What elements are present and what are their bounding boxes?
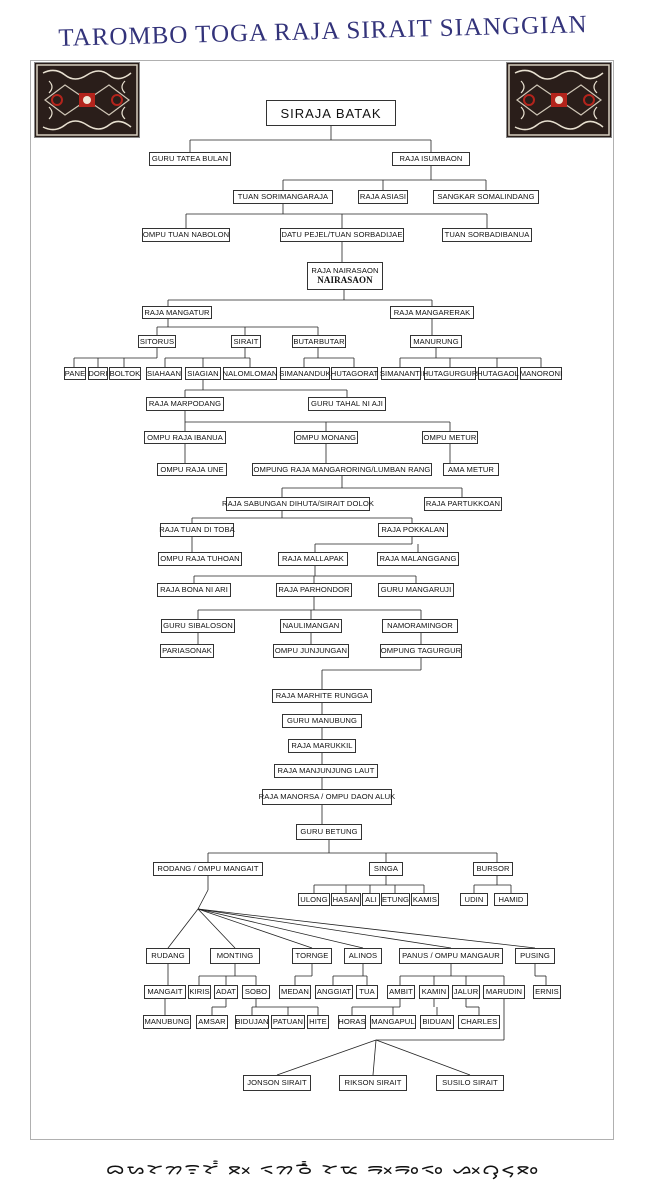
node-datu-pejel: DATU PEJEL/TUAN SORBADIJAE <box>280 228 404 242</box>
node-ompu-raja-tuhoan: OMPU RAJA TUHOAN <box>158 552 242 566</box>
node-pusing: PUSING <box>515 948 555 964</box>
node-manubung: MANUBUNG <box>143 1015 191 1029</box>
node-ama-metur: AMA METUR <box>443 463 499 476</box>
node-raja-marhite-rungga: RAJA MARHITE RUNGGA <box>272 689 372 703</box>
batak-script-footer: ᯅᯗᯘᯂᯤᯘᯱ ᯖᯬ ᯑᯂᯉ᯦ ᯘᯔ ᯒᯬᯒᯪᯑᯪ ᯀᯬᯋᯮᯝᯮᯖᯪ <box>105 1159 541 1179</box>
node-raja-parhondor: RAJA PARHONDOR <box>276 583 352 597</box>
node-jonson-sirait: JONSON SIRAIT <box>243 1075 311 1091</box>
node-kiris: KIRIS <box>188 985 211 999</box>
node-butarbutar: BUTARBUTAR <box>292 335 346 348</box>
node-sirait: SIRAIT <box>231 335 261 348</box>
node-raja-marpodang: RAJA MARPODANG <box>146 397 224 411</box>
node-raja-mangatur: RAJA MANGATUR <box>142 306 212 319</box>
node-ompung-raja-mangaroring: OMPUNG RAJA MANGARORING/LUMBAN RANG <box>252 463 432 476</box>
node-dori: DORI <box>88 367 108 380</box>
node-namoramingor: NAMORAMINGOR <box>382 619 458 633</box>
node-hasan: HASAN <box>331 893 361 906</box>
node-sitorus: SITORUS <box>138 335 176 348</box>
node-etung: ETUNG <box>381 893 410 906</box>
node-bursor: BURSOR <box>473 862 513 876</box>
node-ali: ALI <box>362 893 380 906</box>
node-nairasaon-label: NAIRASAON <box>317 275 373 286</box>
node-kamin: KAMIN <box>419 985 449 999</box>
node-anggiat: ANGGIAT <box>315 985 353 999</box>
node-ompu-junjungan: OMPU JUNJUNGAN <box>273 644 349 658</box>
node-simananti: SIMANANTI <box>381 367 421 380</box>
node-hutagorat: HUTAGORAT <box>331 367 378 380</box>
node-sangkar-somalindang: SANGKAR SOMALINDANG <box>433 190 539 204</box>
node-manurung: MANURUNG <box>410 335 462 348</box>
node-rodang: RODANG / OMPU MANGAIT <box>153 862 263 876</box>
node-monting: MONTING <box>210 948 260 964</box>
node-siahaan: SIAHAAN <box>146 367 182 380</box>
node-ambit: AMBIT <box>387 985 415 999</box>
node-mangait: MANGAIT <box>144 985 186 999</box>
node-ompu-metur: OMPU METUR <box>422 431 478 444</box>
node-bidujan: BIDUJAN <box>235 1015 269 1029</box>
node-raja-partukkoan: RAJA PARTUKKOAN <box>424 497 502 511</box>
node-amsar: AMSAR <box>196 1015 228 1029</box>
node-biduan: BIDUAN <box>420 1015 454 1029</box>
node-ompu-raja-ibanua: OMPU RAJA IBANUA <box>144 431 226 444</box>
node-raja-bona-ni-ari: RAJA BONA NI ARI <box>157 583 231 597</box>
node-raja-sabungan: RAJA SABUNGAN DIHUTA/SIRAIT DOLOK <box>226 497 370 511</box>
node-simananduk: SIMANANDUK <box>280 367 330 380</box>
node-singa: SINGA <box>369 862 403 876</box>
node-tua: TUA <box>356 985 378 999</box>
node-ompung-tagurgur: OMPUNG TAGURGUR <box>380 644 462 658</box>
node-guru-mangaruji: GURU MANGARUJI <box>378 583 454 597</box>
node-tornge: TORNGE <box>292 948 332 964</box>
node-guru-betung: GURU BETUNG <box>296 824 362 840</box>
node-guru-tahal-ni-aji: GURU TAHAL NI AJI <box>308 397 386 411</box>
node-raja-pokkalan: RAJA POKKALAN <box>378 523 448 537</box>
node-hite: HITE <box>307 1015 329 1029</box>
node-boltok: BOLTOK <box>109 367 141 380</box>
node-patuan: PATUAN <box>271 1015 305 1029</box>
node-guru-manubung: GURU MANUBUNG <box>282 714 362 728</box>
node-hutagurgur: HUTAGURGUR <box>424 367 476 380</box>
node-raja-malanggang: RAJA MALANGGANG <box>377 552 459 566</box>
node-kamis: KAMIS <box>411 893 439 906</box>
node-naulimangan: NAULIMANGAN <box>280 619 342 633</box>
node-ulong: ULONG <box>298 893 330 906</box>
node-tuan-sorimangaraja: TUAN SORIMANGARAJA <box>233 190 333 204</box>
node-hutagaol: HUTAGAOL <box>478 367 518 380</box>
node-panus: PANUS / OMPU MANGAUR <box>399 948 503 964</box>
node-udin: UDIN <box>460 893 488 906</box>
node-ompu-tuan-nabolon: OMPU TUAN NABOLON <box>142 228 230 242</box>
node-raja-nairasaon <box>307 262 383 290</box>
node-pane: PANE <box>64 367 86 380</box>
node-charles: CHARLES <box>458 1015 500 1029</box>
node-raja-nairasaon-label: RAJA NAIRASAON <box>311 265 379 275</box>
node-pariasonak: PARIASONAK <box>160 644 214 658</box>
node-hamid: HAMID <box>494 893 528 906</box>
node-alinos: ALINOS <box>344 948 382 964</box>
node-nalomloman: NALOMLOMAN <box>223 367 277 380</box>
node-guru-sibaloson: GURU SIBALOSON <box>161 619 235 633</box>
node-jalur: JALUR <box>452 985 480 999</box>
node-siagian: SIAGIAN <box>185 367 221 380</box>
node-raja-isumbaon: RAJA ISUMBAON <box>392 152 470 166</box>
node-ompu-raja-une: OMPU RAJA UNE <box>157 463 227 476</box>
node-raja-manjunjung-laut: RAJA MANJUNJUNG LAUT <box>274 764 378 778</box>
node-raja-marukkil: RAJA MARUKKIL <box>288 739 356 753</box>
node-manoroni: MANORONI <box>520 367 562 380</box>
node-siraja-batak: SIRAJA BATAK <box>266 100 396 126</box>
node-rudang: RUDANG <box>146 948 190 964</box>
node-tuan-sorbadibanua: TUAN SORBADIBANUA <box>442 228 532 242</box>
node-medan: MEDAN <box>279 985 311 999</box>
page-title: TAROMBO TOGA RAJA SIRAIT SIANGGIAN <box>58 11 588 52</box>
node-raja-mallapak: RAJA MALLAPAK <box>278 552 348 566</box>
node-rikson-sirait: RIKSON SIRAIT <box>339 1075 407 1091</box>
node-raja-asiasi: RAJA ASIASI <box>358 190 408 204</box>
node-marudin: MARUDIN <box>483 985 525 999</box>
node-horas: HORAS <box>338 1015 366 1029</box>
node-ernis: ERNIS <box>533 985 561 999</box>
node-adat: ADAT <box>214 985 238 999</box>
node-guru-tatea-bulan: GURU TATEA BULAN <box>149 152 231 166</box>
node-raja-manorsa: RAJA MANORSA / OMPU DAON ALUK <box>262 789 392 805</box>
node-ompu-monang: OMPU MONANG <box>294 431 358 444</box>
node-sobo: SOBO <box>242 985 270 999</box>
node-mangapul: MANGAPUL <box>370 1015 416 1029</box>
node-raja-mangarerak: RAJA MANGARERAK <box>390 306 474 319</box>
node-susilo-sirait: SUSILO SIRAIT <box>436 1075 504 1091</box>
node-raja-tuan-di-toba: RAJA TUAN DI TOBA <box>160 523 234 537</box>
